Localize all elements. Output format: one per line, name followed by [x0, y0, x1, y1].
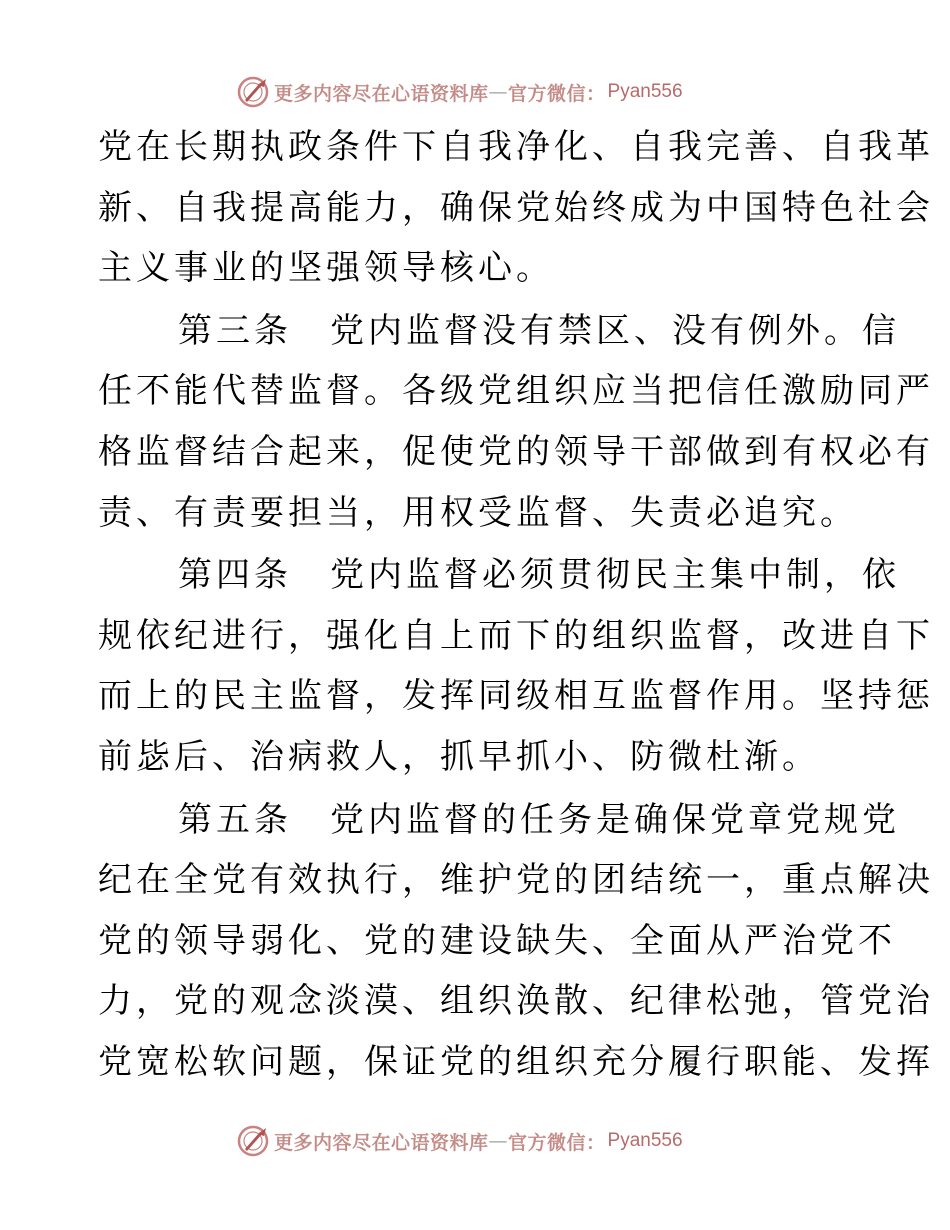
- quill-seal-icon: [236, 1124, 270, 1158]
- text-line-16: 党宽松软问题，保证党的组织充分履行职能、发挥: [98, 1041, 934, 1082]
- text-line-9: 规依纪进行，强化自上而下的组织监督，改进自下: [98, 615, 934, 656]
- article-4-heading-line: 第四条 党内监督必须贯彻民主集中制，依: [178, 555, 900, 596]
- text-line-15: 力，党的观念淡漠、组织涣散、纪律松弛，管党治: [98, 981, 934, 1022]
- watermark-account: Pyan556: [607, 1130, 683, 1151]
- watermark-account: Pyan556: [607, 81, 683, 102]
- text-line-5: 任不能代替监督。各级党组织应当把信任激励同严: [98, 371, 934, 412]
- text-line-11: 前毖后、治病救人，抓早抓小、防微杜渐。: [98, 736, 820, 777]
- footer-watermark: [236, 1121, 683, 1161]
- watermark-title: 更多内容尽在心语资料库: [274, 82, 489, 105]
- header-watermark: [236, 72, 683, 112]
- text-line-14: 党的领导弱化、党的建设缺失、全面从严治党不: [98, 920, 896, 961]
- text-line-6: 格监督结合起来，促使党的领导干部做到有权必有: [98, 431, 934, 472]
- article-3-heading-line: 第三条 党内监督没有禁区、没有例外。信: [178, 310, 900, 351]
- document-body: [98, 117, 934, 1093]
- watermark-title: 更多内容尽在心语资料库: [274, 1131, 489, 1154]
- watermark-dash: —: [488, 1130, 509, 1152]
- text-line-13: 纪在全党有效执行，维护党的团结统一，重点解决: [98, 860, 934, 901]
- article-5-heading-line: 第五条 党内监督的任务是确保党章党规党: [178, 799, 900, 840]
- watermark-official: 官方微信：: [508, 1131, 606, 1154]
- watermark-dash: —: [488, 81, 509, 103]
- watermark-official: 官方微信：: [508, 82, 606, 105]
- text-line-3: 主义事业的坚强领导核心。: [98, 248, 554, 289]
- quill-seal-icon: [236, 75, 270, 109]
- text-line-7: 责、有责要担当，用权受监督、失责必追究。: [98, 492, 858, 533]
- text-line-10: 而上的民主监督，发挥同级相互监督作用。坚持惩: [98, 676, 934, 717]
- text-line-2: 新、自我提高能力，确保党始终成为中国特色社会: [98, 187, 934, 228]
- text-line-1: 党在长期执政条件下自我净化、自我完善、自我革: [98, 127, 934, 167]
